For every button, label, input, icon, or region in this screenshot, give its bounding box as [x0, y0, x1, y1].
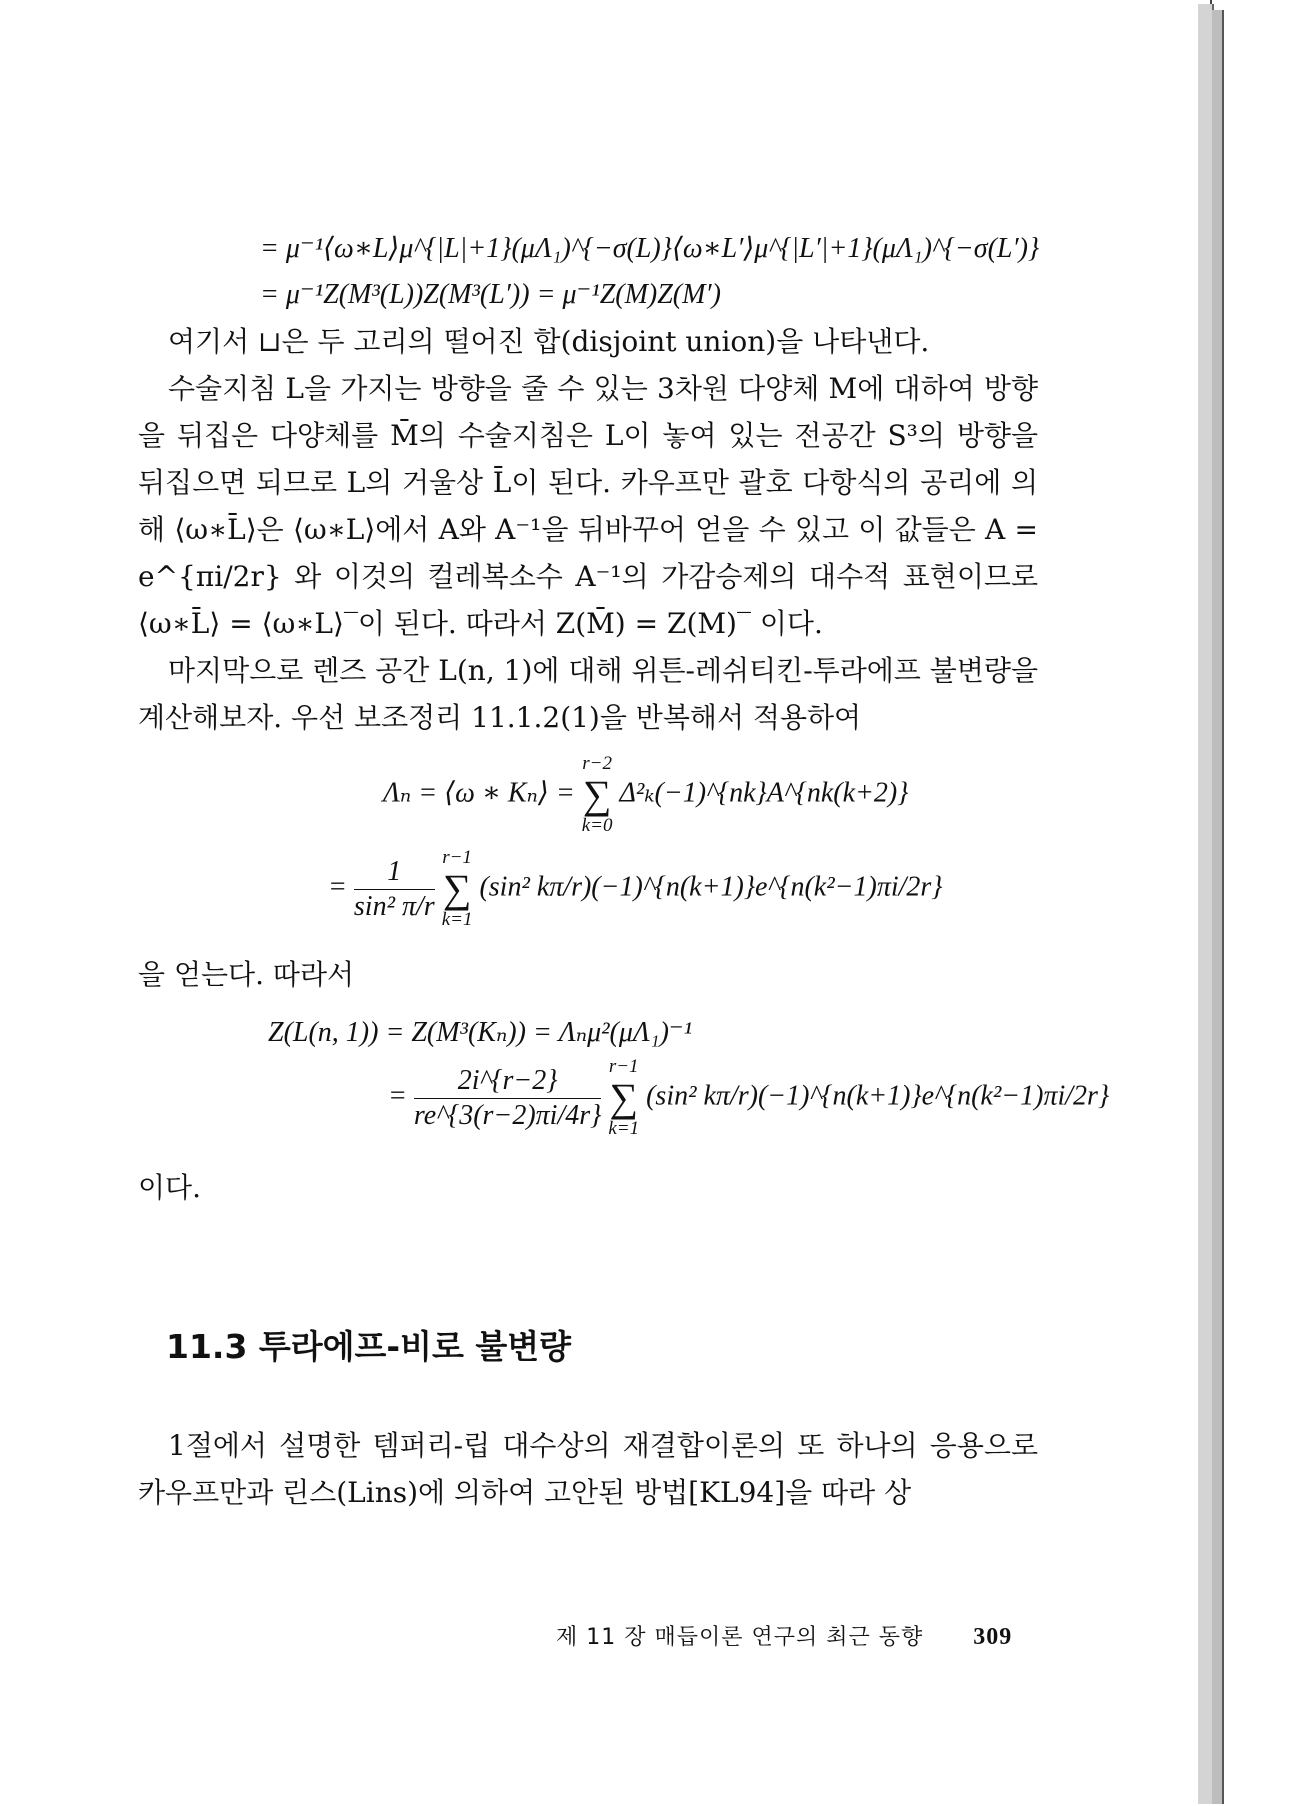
fraction [354, 855, 435, 924]
running-header-chapter: 제 11 장 매듭이론 연구의 최근 동향 [556, 1625, 924, 1650]
paragraph-section-intro: 1절에서 설명한 템퍼리-립 대수상의 재결합이론의 또 하나의 응용으로 카우프만과 린스(Lins)에 의하여 고안된 방법[KL94]을 따라 상 [138, 1429, 1038, 1509]
paragraph-conclusion: 이다. [138, 1171, 201, 1204]
summation-symbol: r−2 ∑ k=0 [581, 753, 613, 836]
sum-lower-limit: k=0 [581, 815, 613, 836]
sum-upper-limit: r−2 [582, 753, 612, 774]
equation-lambda-lhs: Λₙ = ⟨ω ∗ Kₙ⟩ = [383, 777, 575, 809]
paragraph-disjoint-union: 여기서 ⊔은 두 고리의 떨어진 합(disjoint union)을 나타낸다. [168, 325, 930, 358]
summation-symbol: r−1 ∑ k=1 [608, 1056, 640, 1139]
page-footer [556, 1620, 1012, 1651]
fraction [414, 1064, 601, 1133]
paragraph-obtain: 을 얻는다. 따라서 [138, 958, 355, 991]
summation-symbol: r−1 ∑ k=1 [441, 847, 473, 930]
page-edge-back [1212, 10, 1224, 1804]
sum-lower-limit: k=1 [441, 909, 473, 930]
equation-lambda [138, 753, 1038, 847]
summand: (sin² kπ/r)(−1)^{n(k+1)}e^{n(k²−1)πi/2r} [646, 1080, 1110, 1112]
page-content [138, 226, 1110, 1516]
summand: (sin² kπ/r)(−1)^{n(k+1)}e^{n(k²−1)πi/2r} [479, 871, 943, 903]
fraction-numerator: 1 [354, 855, 435, 890]
equation-z-lens: Z(L(n, 1)) = Z(M³(Kₙ)) = Λₙμ²(μΛ₁)⁻¹ [268, 1017, 693, 1048]
section-heading: 11.3 투라에프-비로 불변량 [166, 1327, 571, 1366]
sum-lower-limit: k=1 [608, 1118, 640, 1139]
sum-upper-limit: r−1 [442, 847, 472, 868]
equation-z-lens-expanded [138, 1056, 1110, 1164]
equation-line-1: = μ⁻¹⟨ω∗L⟩μ^{|L|+1}(μΛ₁)^{−σ(L)}⟨ω∗L′⟩μ^{|L′|+1}(μΛ₁)^{−σ(L′)} [260, 233, 1040, 264]
equation-line-2: = μ⁻¹Z(M³(L))Z(M³(L′)) = μ⁻¹Z(M)Z(M′) [260, 279, 721, 310]
fraction-denominator: sin² π/r [353, 890, 435, 922]
equation-lambda-expanded [138, 847, 1038, 951]
paragraph-mirror-image: 수술지침 L을 가지는 방향을 줄 수 있는 3차원 다양체 M에 대하여 방향을 뒤집은 다양체를 M̄의 수술지침은 L이 놓여 있는 전공간 S³의 방향을 뒤집으면 되므로 L의 거울상 L̄이 된다. 카우프만 괄호 다항식의 공리에 의해 ⟨ω∗L̄⟩은 ⟨ω∗L⟩에서 A와 A⁻¹을 뒤바꾸어 얻을 수 있고 이 값들은 A = e^{πi/2r} 와 이것의 컬레복소수 A⁻¹의 가감승제의 대수적 표현이므로 ⟨ω∗L̄⟩ = ⟨ω∗L⟩‾이 된다. 따라서 Z(M̄) = Z(M)‾ 이다. [138, 372, 1038, 640]
equation-lambda-summand: Δ²ₖ(−1)^{nk}A^{nk(k+2)} [619, 777, 909, 809]
fraction-numerator: 2i^{r−2} [414, 1064, 601, 1099]
equals-sign: = [388, 1080, 407, 1112]
equals-sign: = [328, 871, 347, 903]
page-number: 309 [973, 1624, 1013, 1650]
paragraph-lens-space: 마지막으로 렌즈 공간 L(n, 1)에 대해 위튼-레쉬티킨-투라에프 불변량을 계산해보자. 우선 보조정리 11.1.2(1)을 반복해서 적용하여 [138, 654, 1038, 734]
sum-upper-limit: r−1 [608, 1056, 639, 1077]
fraction-denominator: re^{3(r−2)πi/4r} [413, 1099, 602, 1131]
